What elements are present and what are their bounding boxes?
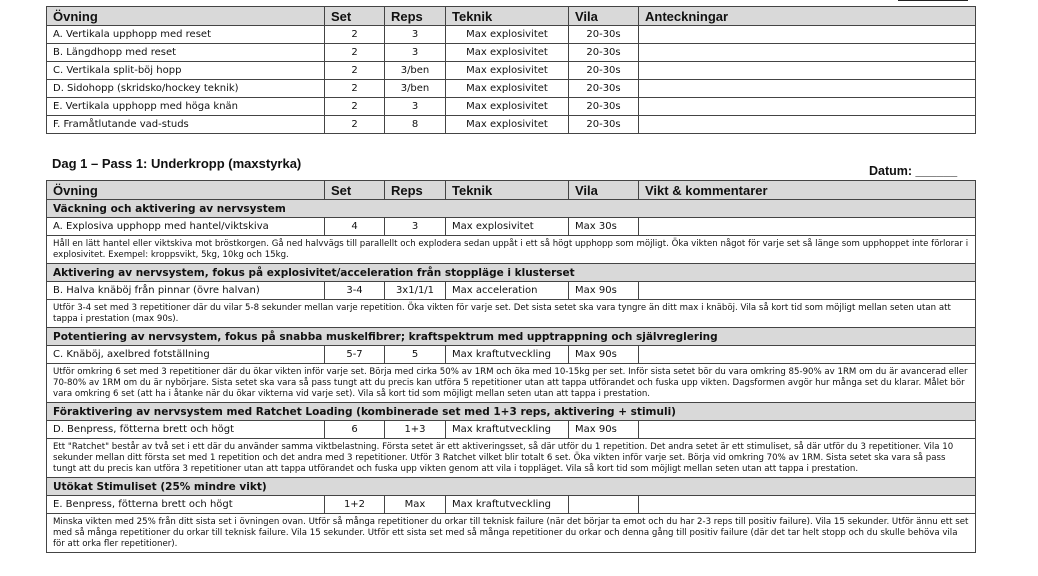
rest-cell: 20-30s [569, 98, 639, 116]
reps-cell: 3 [385, 44, 446, 62]
sets-cell: 2 [325, 44, 385, 62]
sets-cell: 2 [325, 116, 385, 134]
section-header-row [47, 478, 976, 496]
technique-cell: Max explosivitet [446, 218, 569, 236]
table-row [47, 346, 976, 364]
header-exercise: Övning [47, 7, 325, 26]
section-header-row [47, 264, 976, 282]
exercise-name: B. Halva knäböj från pinnar (övre halvan) [47, 282, 325, 300]
technique-cell: Max acceleration [446, 282, 569, 300]
instruction-text: Utför 3-4 set med 3 repetitioner där du vilar 5-8 sekunder mellan varje repetition. Öka vikten för varje set. Det sista setet ska vara tyngre än ditt max i knäböj. Vila så kort tid som möjligt mellan seten utan att tappa i prestation (max 90s). [47, 300, 976, 328]
exercise-name: B. Längdhopp med reset [47, 44, 325, 62]
rest-cell: Max 90s [569, 282, 639, 300]
rest-cell: 20-30s [569, 62, 639, 80]
notes-cell[interactable] [639, 62, 976, 80]
table-row [47, 80, 976, 98]
rest-cell: 20-30s [569, 44, 639, 62]
previous-datum-line [898, 0, 968, 1]
instruction-text: Minska vikten med 25% från ditt sista set i övningen ovan. Utför så många repetitioner du orkar till teknisk failure (när det börjar ta emot och du har 2-3 reps till positiv failure). Vila 15 sekunder. Utför ännu ett set med så många repetitioner du orkar till teknisk failure. Vila 15 sekunder. Utför ett sista set med så många repetitioner du orkar och denna gång till positiv failure (där det tar helt stopp och du skulle behöva vila för att orka fler repetitioner). [47, 514, 976, 553]
header-rest: Vila [569, 7, 639, 26]
technique-cell: Max explosivitet [446, 80, 569, 98]
weight-comment-cell[interactable] [639, 421, 976, 439]
section-title: Potentiering av nervsystem, fokus på snabba muskelfibrer; kraftspektrum med upptrappning och självreglering [47, 328, 976, 346]
sets-cell: 4 [325, 218, 385, 236]
reps-cell: 8 [385, 116, 446, 134]
header-sets: Set [325, 181, 385, 200]
sets-cell: 2 [325, 98, 385, 116]
header-reps: Reps [385, 181, 446, 200]
sets-cell: 1+2 [325, 496, 385, 514]
technique-cell: Max kraftutveckling [446, 421, 569, 439]
rest-cell: 20-30s [569, 116, 639, 134]
exercise-name: D. Sidohopp (skridsko/hockey teknik) [47, 80, 325, 98]
table-row [47, 44, 976, 62]
table-row [47, 62, 976, 80]
rest-cell: Max 90s [569, 346, 639, 364]
table-row [47, 496, 976, 514]
technique-cell: Max explosivitet [446, 44, 569, 62]
reps-cell: 3/ben [385, 62, 446, 80]
technique-cell: Max explosivitet [446, 62, 569, 80]
rest-cell: 20-30s [569, 26, 639, 44]
table2-header-row [47, 181, 976, 200]
date-field-label[interactable]: Datum: ______ [869, 164, 958, 178]
notes-cell[interactable] [639, 98, 976, 116]
reps-cell: 3x1/1/1 [385, 282, 446, 300]
reps-cell: 3 [385, 98, 446, 116]
section-title: Aktivering av nervsystem, fokus på explosivitet/acceleration från stoppläge i klusterset [47, 264, 976, 282]
exercise-name: E. Vertikala upphopp med höga knän [47, 98, 325, 116]
instruction-row [47, 236, 976, 264]
rest-cell: 20-30s [569, 80, 639, 98]
header-technique: Teknik [446, 181, 569, 200]
sets-cell: 3-4 [325, 282, 385, 300]
exercise-name: F. Framåtlutande vad-studs [47, 116, 325, 134]
table-row [47, 282, 976, 300]
reps-cell: 3 [385, 218, 446, 236]
section-title: Föraktivering av nervsystem med Ratchet Loading (kombinerade set med 1+3 reps, aktivering + stimuli) [47, 403, 976, 421]
instruction-row [47, 364, 976, 403]
exercise-name: A. Vertikala upphopp med reset [47, 26, 325, 44]
sets-cell: 2 [325, 80, 385, 98]
exercise-name: D. Benpress, fötterna brett och högt [47, 421, 325, 439]
sets-cell: 6 [325, 421, 385, 439]
section-title: Väckning och aktivering av nervsystem [47, 200, 976, 218]
notes-cell[interactable] [639, 116, 976, 134]
table-row [47, 98, 976, 116]
instruction-row [47, 514, 976, 553]
rest-cell: Max 30s [569, 218, 639, 236]
rest-cell [569, 496, 639, 514]
header-weight-comments: Vikt & kommentarer [639, 181, 976, 200]
notes-cell[interactable] [639, 80, 976, 98]
sets-cell: 2 [325, 62, 385, 80]
section-header-row [47, 403, 976, 421]
notes-cell[interactable] [639, 26, 976, 44]
instruction-text: Ett "Ratchet" består av två set i ett där du använder samma viktbelastning. Första setet är ett aktiveringsset, så där utför du 1 repetition. Det andra setet är ett stimuliset, så där utför du 3 repetitioner. Vila 10 sekunder mellan ditt första set med 1 repetition och det andra med 3 repetitioner. Utför 3 Ratchet vilket blir totalt 6 set. Öka vikten inför varje set. Börja vid omkring 70% av 1RM. Sista setet ska vara så pass tungt att du precis kan utföra 3 repetitioner utan att tappa utförandet och fuska upp vikten genom att vila i toppläget. Vila så kort tid som möjligt mellan seten utan att tappa i prestation. [47, 439, 976, 478]
technique-cell: Max kraftutveckling [446, 346, 569, 364]
reps-cell: 5 [385, 346, 446, 364]
header-reps: Reps [385, 7, 446, 26]
technique-cell: Max explosivitet [446, 98, 569, 116]
table1-header-row [47, 7, 976, 26]
strength-table [46, 180, 976, 553]
reps-cell: 3/ben [385, 80, 446, 98]
table-row [47, 218, 976, 236]
header-technique: Teknik [446, 7, 569, 26]
table-row [47, 116, 976, 134]
plyometrics-table [46, 6, 976, 134]
exercise-name: A. Explosiva upphopp med hantel/viktskiva [47, 218, 325, 236]
reps-cell: 3 [385, 26, 446, 44]
table-row [47, 26, 976, 44]
header-rest: Vila [569, 181, 639, 200]
section-title: Utökat Stimuliset (25% mindre vikt) [47, 478, 976, 496]
rest-cell: Max 90s [569, 421, 639, 439]
technique-cell: Max explosivitet [446, 26, 569, 44]
header-exercise: Övning [47, 181, 325, 200]
instruction-row [47, 439, 976, 478]
exercise-name: E. Benpress, fötterna brett och högt [47, 496, 325, 514]
header-notes: Anteckningar [639, 7, 976, 26]
reps-cell: 1+3 [385, 421, 446, 439]
reps-cell: Max [385, 496, 446, 514]
exercise-name: C. Vertikala split-böj hopp [47, 62, 325, 80]
session-title: Dag 1 – Pass 1: Underkropp (maxstyrka) [52, 156, 302, 171]
sets-cell: 5-7 [325, 346, 385, 364]
technique-cell: Max kraftutveckling [446, 496, 569, 514]
notes-cell[interactable] [639, 44, 976, 62]
header-sets: Set [325, 7, 385, 26]
instruction-text: Utför omkring 6 set med 3 repetitioner där du ökar vikten inför varje set. Börja med cirka 50% av 1RM och öka med 10-15kg per set. Inför sista setet bör du vara omkring 85-90% av 1RM om du är avancerad eller 70-80% av 1RM om du är nybörjare. Sista setet ska vara så pass tungt att du precis kan utföra 5 repetitioner utan att tappa utförandet och fuska upp vikten. Dagsformen avgör hur många set du klarar. Målet bör vara omkring 6 set (att ha i åtanke när du ökar vikterna vid varje set). Vila så kort tid som möjligt mellan seten utan att tappa i prestation. [47, 364, 976, 403]
section-header-row [47, 200, 976, 218]
weight-comment-cell[interactable] [639, 496, 976, 514]
section-header-row [47, 328, 976, 346]
technique-cell: Max explosivitet [446, 116, 569, 134]
table-row [47, 421, 976, 439]
instruction-row [47, 300, 976, 328]
sets-cell: 2 [325, 26, 385, 44]
instruction-text: Håll en lätt hantel eller viktskiva mot bröstkorgen. Gå ned halvvägs till parallellt och explodera sedan uppåt i ett så högt upphopp som möjligt. Öka vikten något för varje set så länge som upphoppet inte förlorar i explosivitet. Exempel: kroppsvikt, 5kg, 10kg och 15kg. [47, 236, 976, 264]
weight-comment-cell[interactable] [639, 282, 976, 300]
weight-comment-cell[interactable] [639, 218, 976, 236]
exercise-name: C. Knäböj, axelbred fotställning [47, 346, 325, 364]
weight-comment-cell[interactable] [639, 346, 976, 364]
